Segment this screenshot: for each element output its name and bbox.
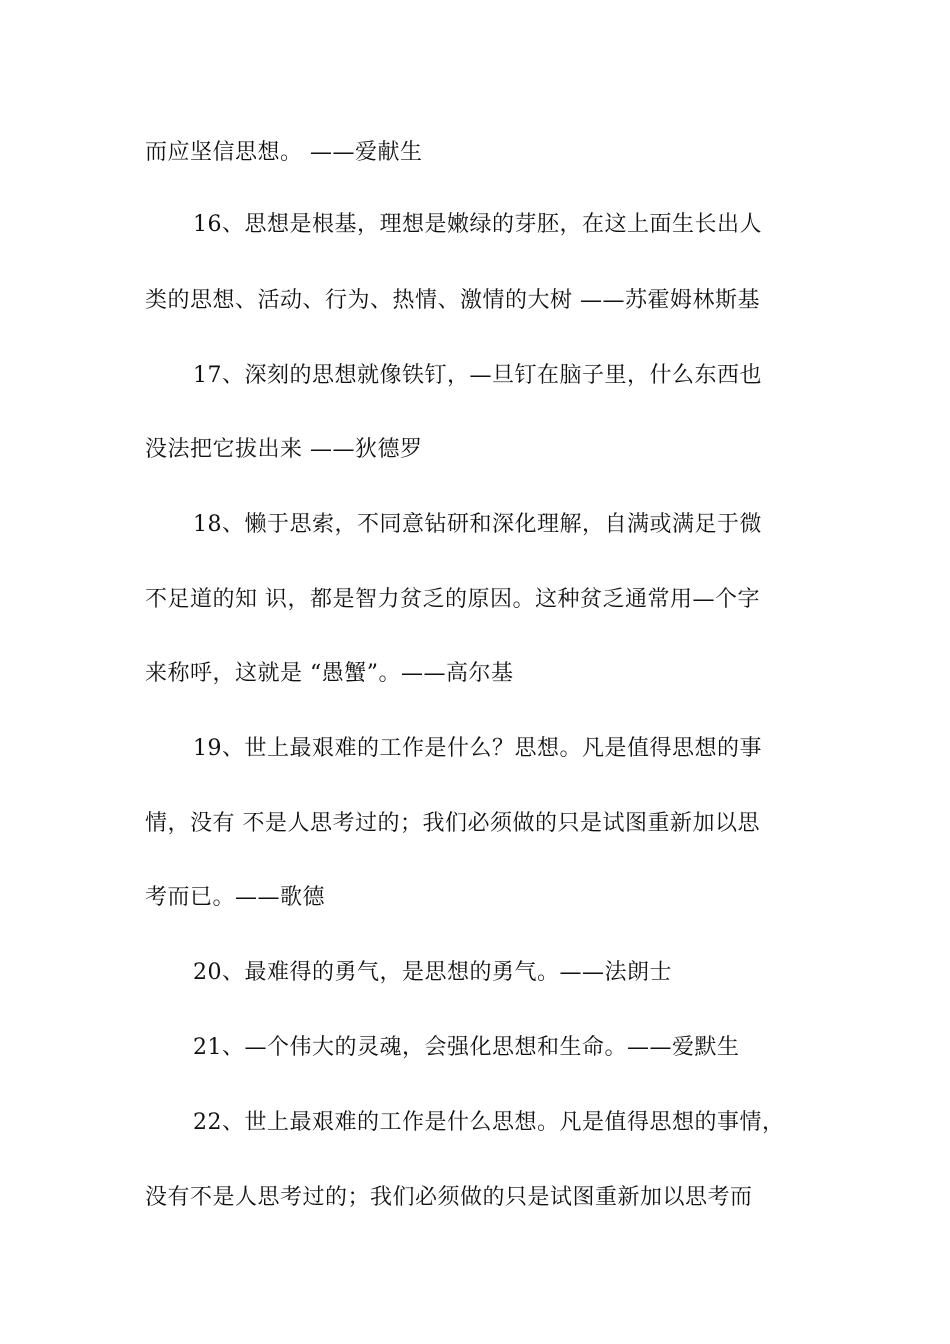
quote-20-line-1: 20、最难得的勇气，是思想的勇气。——法朗士 [193, 960, 672, 985]
quote-22-line-1: 22、世上最艰难的工作是什么思想。凡是值得思想的事情， [193, 1110, 785, 1135]
quote-18-line-1: 18、懒于思索，不同意钻研和深化理解，自满或满足于微 [193, 512, 762, 537]
quote-21-line-1: 21、—个伟大的灵魂，会强化思想和生命。——爱默生 [193, 1035, 740, 1060]
quote-19-line-2: 情，没有 不是人思考过的；我们必须做的只是试图重新加以思 [145, 811, 760, 836]
text-line: 而应坚信思想。 ——爱献生 [145, 140, 423, 165]
quote-18-line-3: 来称呼，这就是 “愚蟹”。——高尔基 [145, 661, 514, 686]
quote-17-line-2: 没法把它拔出来 ——狄德罗 [145, 437, 423, 462]
quote-19-line-1: 19、世上最艰难的工作是什么？思想。凡是值得思想的事 [193, 736, 762, 761]
quote-16-line-1: 16、思想是根基，理想是嫩绿的芽胚，在这上面生长出人 [193, 212, 762, 237]
quote-18-line-2: 不足道的知 识，都是智力贫乏的原因。这种贫乏通常用—个字 [145, 587, 760, 612]
quote-16-line-2: 类的思想、活动、行为、热情、激情的大树 ——苏霍姆林斯基 [145, 288, 760, 313]
quote-17-line-1: 17、深刻的思想就像铁钉，—旦钉在脑子里，什么东西也 [193, 363, 762, 388]
quote-22-line-2: 没有不是人思考过的；我们必须做的只是试图重新加以思考而 [145, 1185, 753, 1210]
quote-19-line-3: 考而已。——歌德 [145, 885, 326, 910]
